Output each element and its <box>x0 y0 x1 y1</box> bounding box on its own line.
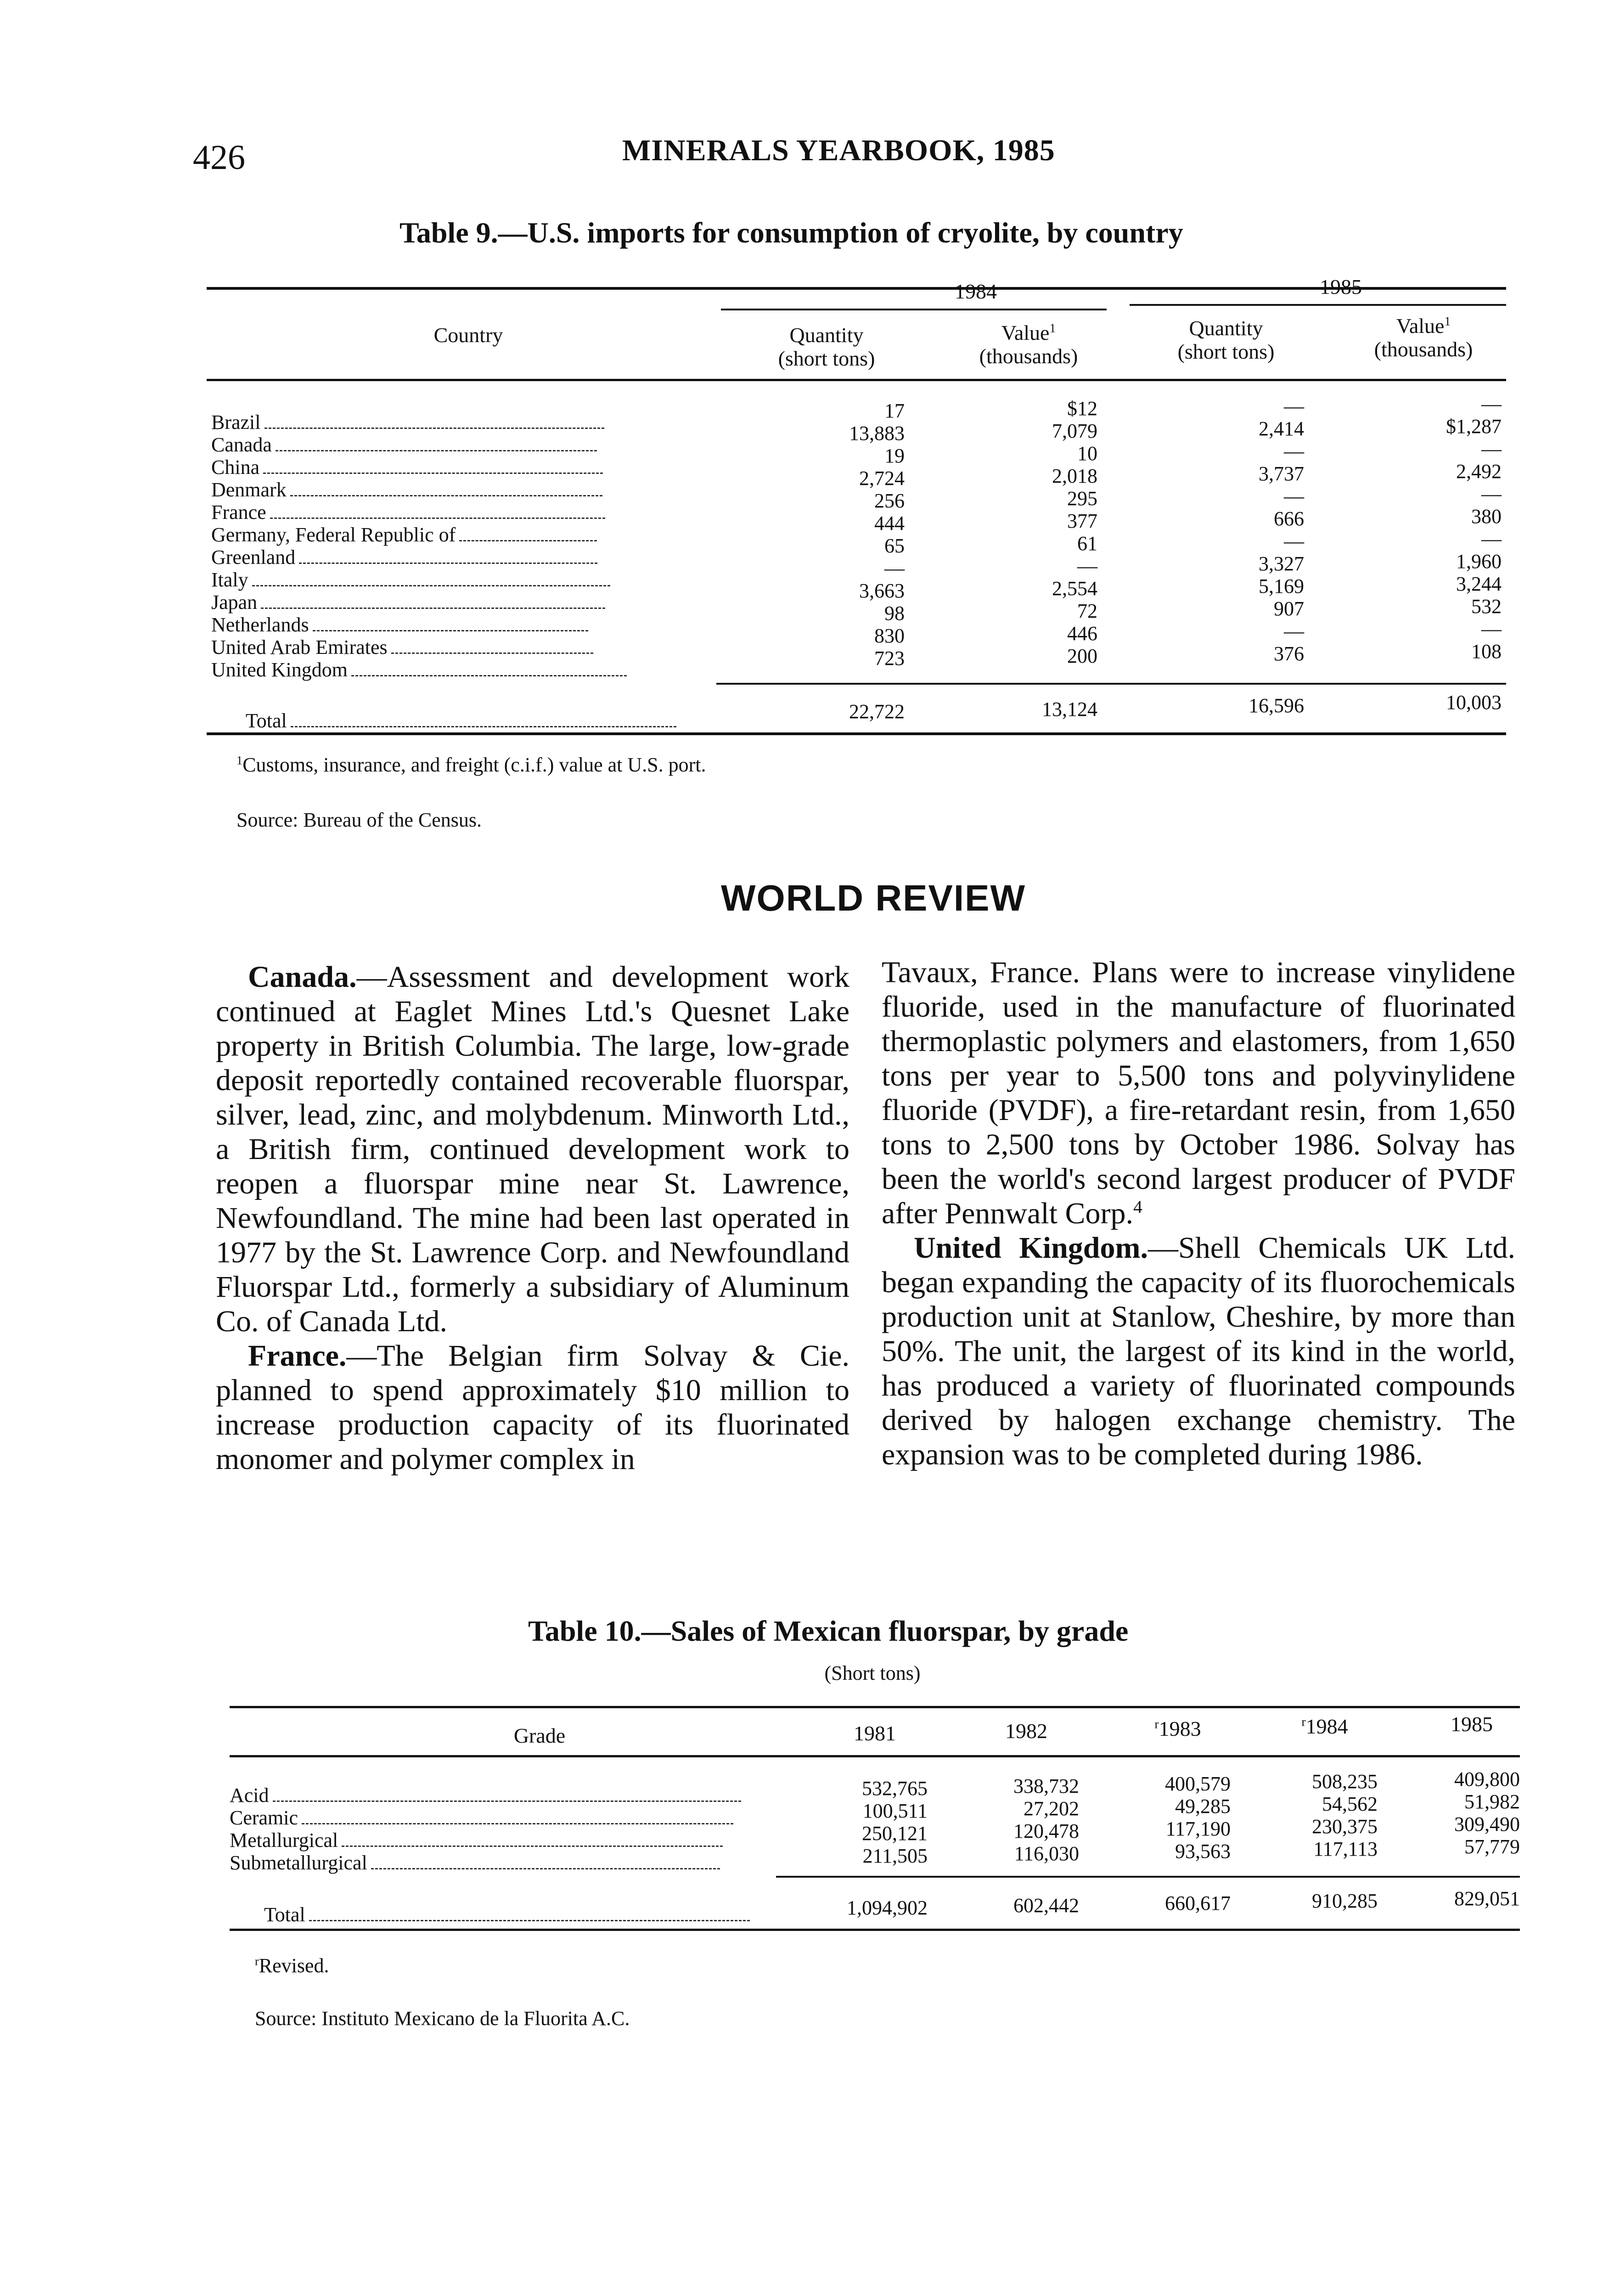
table-row: United Kingdom <box>211 658 703 681</box>
cell-value: $12 <box>1067 397 1097 420</box>
qty-header-line1: Quantity <box>1189 316 1263 340</box>
table9-year-1985: 1985 <box>1320 275 1362 298</box>
table-row: Ceramic <box>230 1806 771 1829</box>
cell-value: 444 <box>874 512 905 535</box>
cell-value: 446 <box>1067 622 1097 645</box>
cell-value: 17 <box>884 400 905 422</box>
table-row: China <box>211 456 703 478</box>
cell-value: 49,285 <box>1175 1795 1231 1818</box>
table9-total-q84: 22,722 <box>849 700 905 723</box>
cell-value: –– <box>1077 555 1097 577</box>
cell-value: 3,244 <box>1456 573 1502 595</box>
cell-value: –– <box>1481 528 1502 550</box>
cell-value: 2,018 <box>1052 465 1097 487</box>
table10-year-1984: $^r$1984 <box>1301 1714 1348 1738</box>
cell-value: 120,478 <box>1013 1820 1079 1842</box>
cell-value: –– <box>1481 483 1502 505</box>
cell-value: 376 <box>1274 642 1304 665</box>
cell-value: 409,800 <box>1454 1768 1520 1790</box>
table10-bottom-rule <box>230 1929 1520 1931</box>
cell-value: 211,505 <box>862 1845 928 1867</box>
table10-1983-column <box>1097 1773 1231 1863</box>
cell-value: –– <box>1284 485 1304 507</box>
cell-value: 1,960 <box>1456 550 1502 573</box>
cell-value: –– <box>1284 620 1304 642</box>
table-row: Canada <box>211 433 703 456</box>
table10-subtitle: (Short tons) <box>824 1662 921 1684</box>
table9-country-header: Country <box>433 323 503 347</box>
table-row: Italy <box>211 568 703 591</box>
cell-value: 532 <box>1471 595 1502 618</box>
table-row: United Arab Emirates <box>211 636 703 658</box>
cell-value: 57,779 <box>1464 1835 1520 1858</box>
running-title: MINERALS YEARBOOK, 1985 <box>622 134 1055 167</box>
table-row: France <box>211 501 703 523</box>
table-row: Submetallurgical <box>230 1851 771 1874</box>
cell-value: 2,492 <box>1456 460 1502 483</box>
table9-year-1984: 1984 <box>955 280 997 303</box>
table9-qty84-column <box>753 400 905 670</box>
cell-value: 2,414 <box>1259 417 1304 440</box>
paragraph-france-continued: Tavaux, France. Plans were to increase vinylidene fluoride, used in the manufacture of fluorinated thermoplastic polymers and elastomers, from 1,650 tons per year to 5,500 tons and polyvinylidene fluoride (PVDF), a fire-retardant resin, from 1,650 tons to 2,500 tons by October 1986. Solvay has been the world's second largest producer of PVDF after Pennwalt Corp.$^4$ <box>882 956 1515 1230</box>
table9-header-rule <box>207 379 1506 381</box>
table-row: Germany, Federal Republic of <box>211 523 703 546</box>
table10-1982-column <box>946 1775 1079 1865</box>
cell-value: 108 <box>1471 640 1502 663</box>
cell-value: 116,030 <box>1014 1842 1079 1865</box>
cell-value: 309,490 <box>1454 1813 1520 1835</box>
val-header-line2: (thousands) <box>979 344 1078 368</box>
table-row: Japan <box>211 591 703 613</box>
cell-value: $1,287 <box>1446 415 1502 438</box>
cell-value: 666 <box>1274 507 1304 530</box>
cell-value: 10 <box>1077 442 1097 465</box>
table9-source: Source: Bureau of the Census. <box>236 809 482 831</box>
val-header-line1: Value$^1$ <box>1396 314 1451 338</box>
cell-value: 200 <box>1067 645 1097 667</box>
table10-title: Table 10.—Sales of Mexican fluorspar, by grade <box>528 1615 1129 1647</box>
cell-value: 532,765 <box>862 1777 928 1800</box>
cell-value: 13,883 <box>849 422 905 445</box>
table10-total-1984: 910,285 <box>1312 1890 1378 1912</box>
cell-value: 61 <box>1077 532 1097 555</box>
table-row: Brazil <box>211 411 703 433</box>
section-heading: WORLD REVIEW <box>721 878 1026 918</box>
cell-value: –– <box>1284 440 1304 462</box>
cell-value: 19 <box>884 445 905 467</box>
table9-qty85-column <box>1157 395 1304 665</box>
qty-header-line1: Quantity <box>789 323 864 347</box>
table9-total-label: Total <box>246 709 676 732</box>
table10-grade-header: Grade <box>513 1724 566 1747</box>
val-header-line2: (thousands) <box>1374 337 1473 361</box>
text-column-right <box>882 955 1515 1472</box>
cell-value: 2,724 <box>859 467 905 490</box>
table9-1985-span-rule <box>1130 304 1506 306</box>
paragraph-france: France.—The Belgian firm Solvay & Cie. planned to spend approximately $10 million to increase production capacity of its fluorinated monomer and polymer complex in <box>216 1339 849 1476</box>
cell-value: 256 <box>874 490 905 512</box>
table10-1984-column <box>1244 1770 1378 1860</box>
text-column-left <box>216 960 849 1476</box>
cell-value: 117,113 <box>1313 1838 1378 1860</box>
cell-value: –– <box>1481 618 1502 640</box>
paragraph-canada: Canada.—Assessment and development work continued at Eaglet Mines Ltd.'s Quesnet Lake property in British Columbia. The large, low-grade deposit reportedly contained recoverable fluorspar, silver, lead, zinc, and molybdenum. Minworth Ltd., a British firm, continued development work to reopen a fluorspar mine near St. Lawrence, Newfoundland. The mine had been last operated in 1977 by the St. Lawrence Corp. and Newfoundland Fluorspar Ltd., formerly a subsidiary of Aluminum Co. of Canada Ltd. <box>216 960 849 1338</box>
cell-value: 51,982 <box>1464 1790 1520 1813</box>
qty-header-line2: (short tons) <box>778 346 875 370</box>
table9-total-q85: 16,596 <box>1249 694 1304 717</box>
cell-value: 98 <box>884 602 905 625</box>
cell-value: 723 <box>874 647 905 670</box>
table10-source: Source: Instituto Mexicano de la Fluorita A.C. <box>255 2007 630 2030</box>
table10-year-1982: 1982 <box>1005 1719 1047 1743</box>
table9-1984-span-rule <box>721 309 1107 310</box>
cell-value: 72 <box>1077 600 1097 622</box>
table9-total-v84: 13,124 <box>1042 698 1097 720</box>
cell-value: 65 <box>884 535 905 557</box>
cell-value: 100,511 <box>862 1800 928 1822</box>
cell-value: 907 <box>1274 597 1304 620</box>
table10-header-rule <box>230 1755 1520 1757</box>
val-header-line1: Value$^1$ <box>1001 321 1056 344</box>
table9-qty84-header <box>735 324 918 370</box>
cell-value: 295 <box>1067 487 1097 510</box>
cell-value: –– <box>884 557 905 580</box>
paragraph-united-kingdom: United Kingdom.—Shell Chemicals UK Ltd. began expanding the capacity of its fluorochemicals production unit at Stanlow, Cheshire, by more than 50%. The unit, the largest of its kind in the world, has produced a variety of fluorinated compounds derived by halogen exchange chemistry. The expansion was to be completed during 1986. <box>882 1231 1515 1471</box>
cell-value: 250,121 <box>862 1822 928 1845</box>
table10-year-1985: 1985 <box>1451 1712 1493 1736</box>
table9-total-v85: 10,003 <box>1446 691 1502 714</box>
table10-revised-note: $^r$Revised. <box>255 1954 329 1977</box>
table9-val85-header <box>1332 315 1515 361</box>
table10-total-1983: 660,617 <box>1165 1892 1231 1914</box>
cell-value: 54,562 <box>1322 1793 1378 1815</box>
qty-header-line2: (short tons) <box>1177 339 1275 363</box>
cell-value: 117,190 <box>1165 1818 1231 1840</box>
table10-1981-column <box>794 1777 928 1867</box>
table10-grade-column <box>230 1784 771 1874</box>
table9-val85-column <box>1341 393 1502 663</box>
table10-total-1981: 1,094,902 <box>847 1896 928 1919</box>
page-number: 426 <box>193 138 245 177</box>
cell-value: 377 <box>1067 510 1097 532</box>
table10-total-label: Total <box>264 1903 750 1926</box>
table10-total-1985: 829,051 <box>1454 1887 1520 1910</box>
cell-value: 230,375 <box>1312 1815 1378 1838</box>
cell-value: 2,554 <box>1052 577 1097 600</box>
cell-value: 3,663 <box>859 580 905 602</box>
table9-qty85-header <box>1134 317 1318 363</box>
cell-value: 3,327 <box>1259 552 1304 575</box>
cell-value: 7,079 <box>1052 420 1097 442</box>
table9-val84-header <box>937 321 1120 368</box>
table10-top-rule <box>230 1706 1520 1708</box>
cell-value: 3,737 <box>1259 462 1304 485</box>
table9-total-rule <box>716 683 1506 685</box>
table10-year-1981: 1981 <box>854 1722 896 1745</box>
table10-total-1982: 602,442 <box>1013 1894 1079 1917</box>
cell-value: –– <box>1481 438 1502 460</box>
cell-value: 338,732 <box>1013 1775 1079 1797</box>
table-row: Metallurgical <box>230 1829 771 1851</box>
cell-value: 508,235 <box>1312 1770 1378 1793</box>
table9-title: Table 9.—U.S. imports for consumption of cryolite, by country <box>399 216 1183 249</box>
table9-footnote: $^1$Customs, insurance, and freight (c.i.f.) value at U.S. port. <box>236 753 706 776</box>
table9-country-column <box>211 411 703 681</box>
table-row: Greenland <box>211 546 703 568</box>
table9-bottom-rule <box>207 732 1506 735</box>
table-row: Acid <box>230 1784 771 1806</box>
cell-value: 93,563 <box>1175 1840 1231 1863</box>
cell-value: 830 <box>874 625 905 647</box>
cell-value: –– <box>1481 393 1502 415</box>
cell-value: –– <box>1284 395 1304 417</box>
table-row: Denmark <box>211 478 703 501</box>
cell-value: 5,169 <box>1259 575 1304 597</box>
table10-1985-column <box>1387 1768 1520 1858</box>
cell-value: –– <box>1284 530 1304 552</box>
table9-val84-column <box>932 397 1097 667</box>
cell-value: 380 <box>1471 505 1502 528</box>
table10-year-1983: $^r$1983 <box>1154 1716 1201 1740</box>
table10-total-rule <box>776 1876 1520 1878</box>
cell-value: 400,579 <box>1165 1773 1231 1795</box>
cell-value: 27,202 <box>1024 1797 1079 1820</box>
table-row: Netherlands <box>211 613 703 636</box>
